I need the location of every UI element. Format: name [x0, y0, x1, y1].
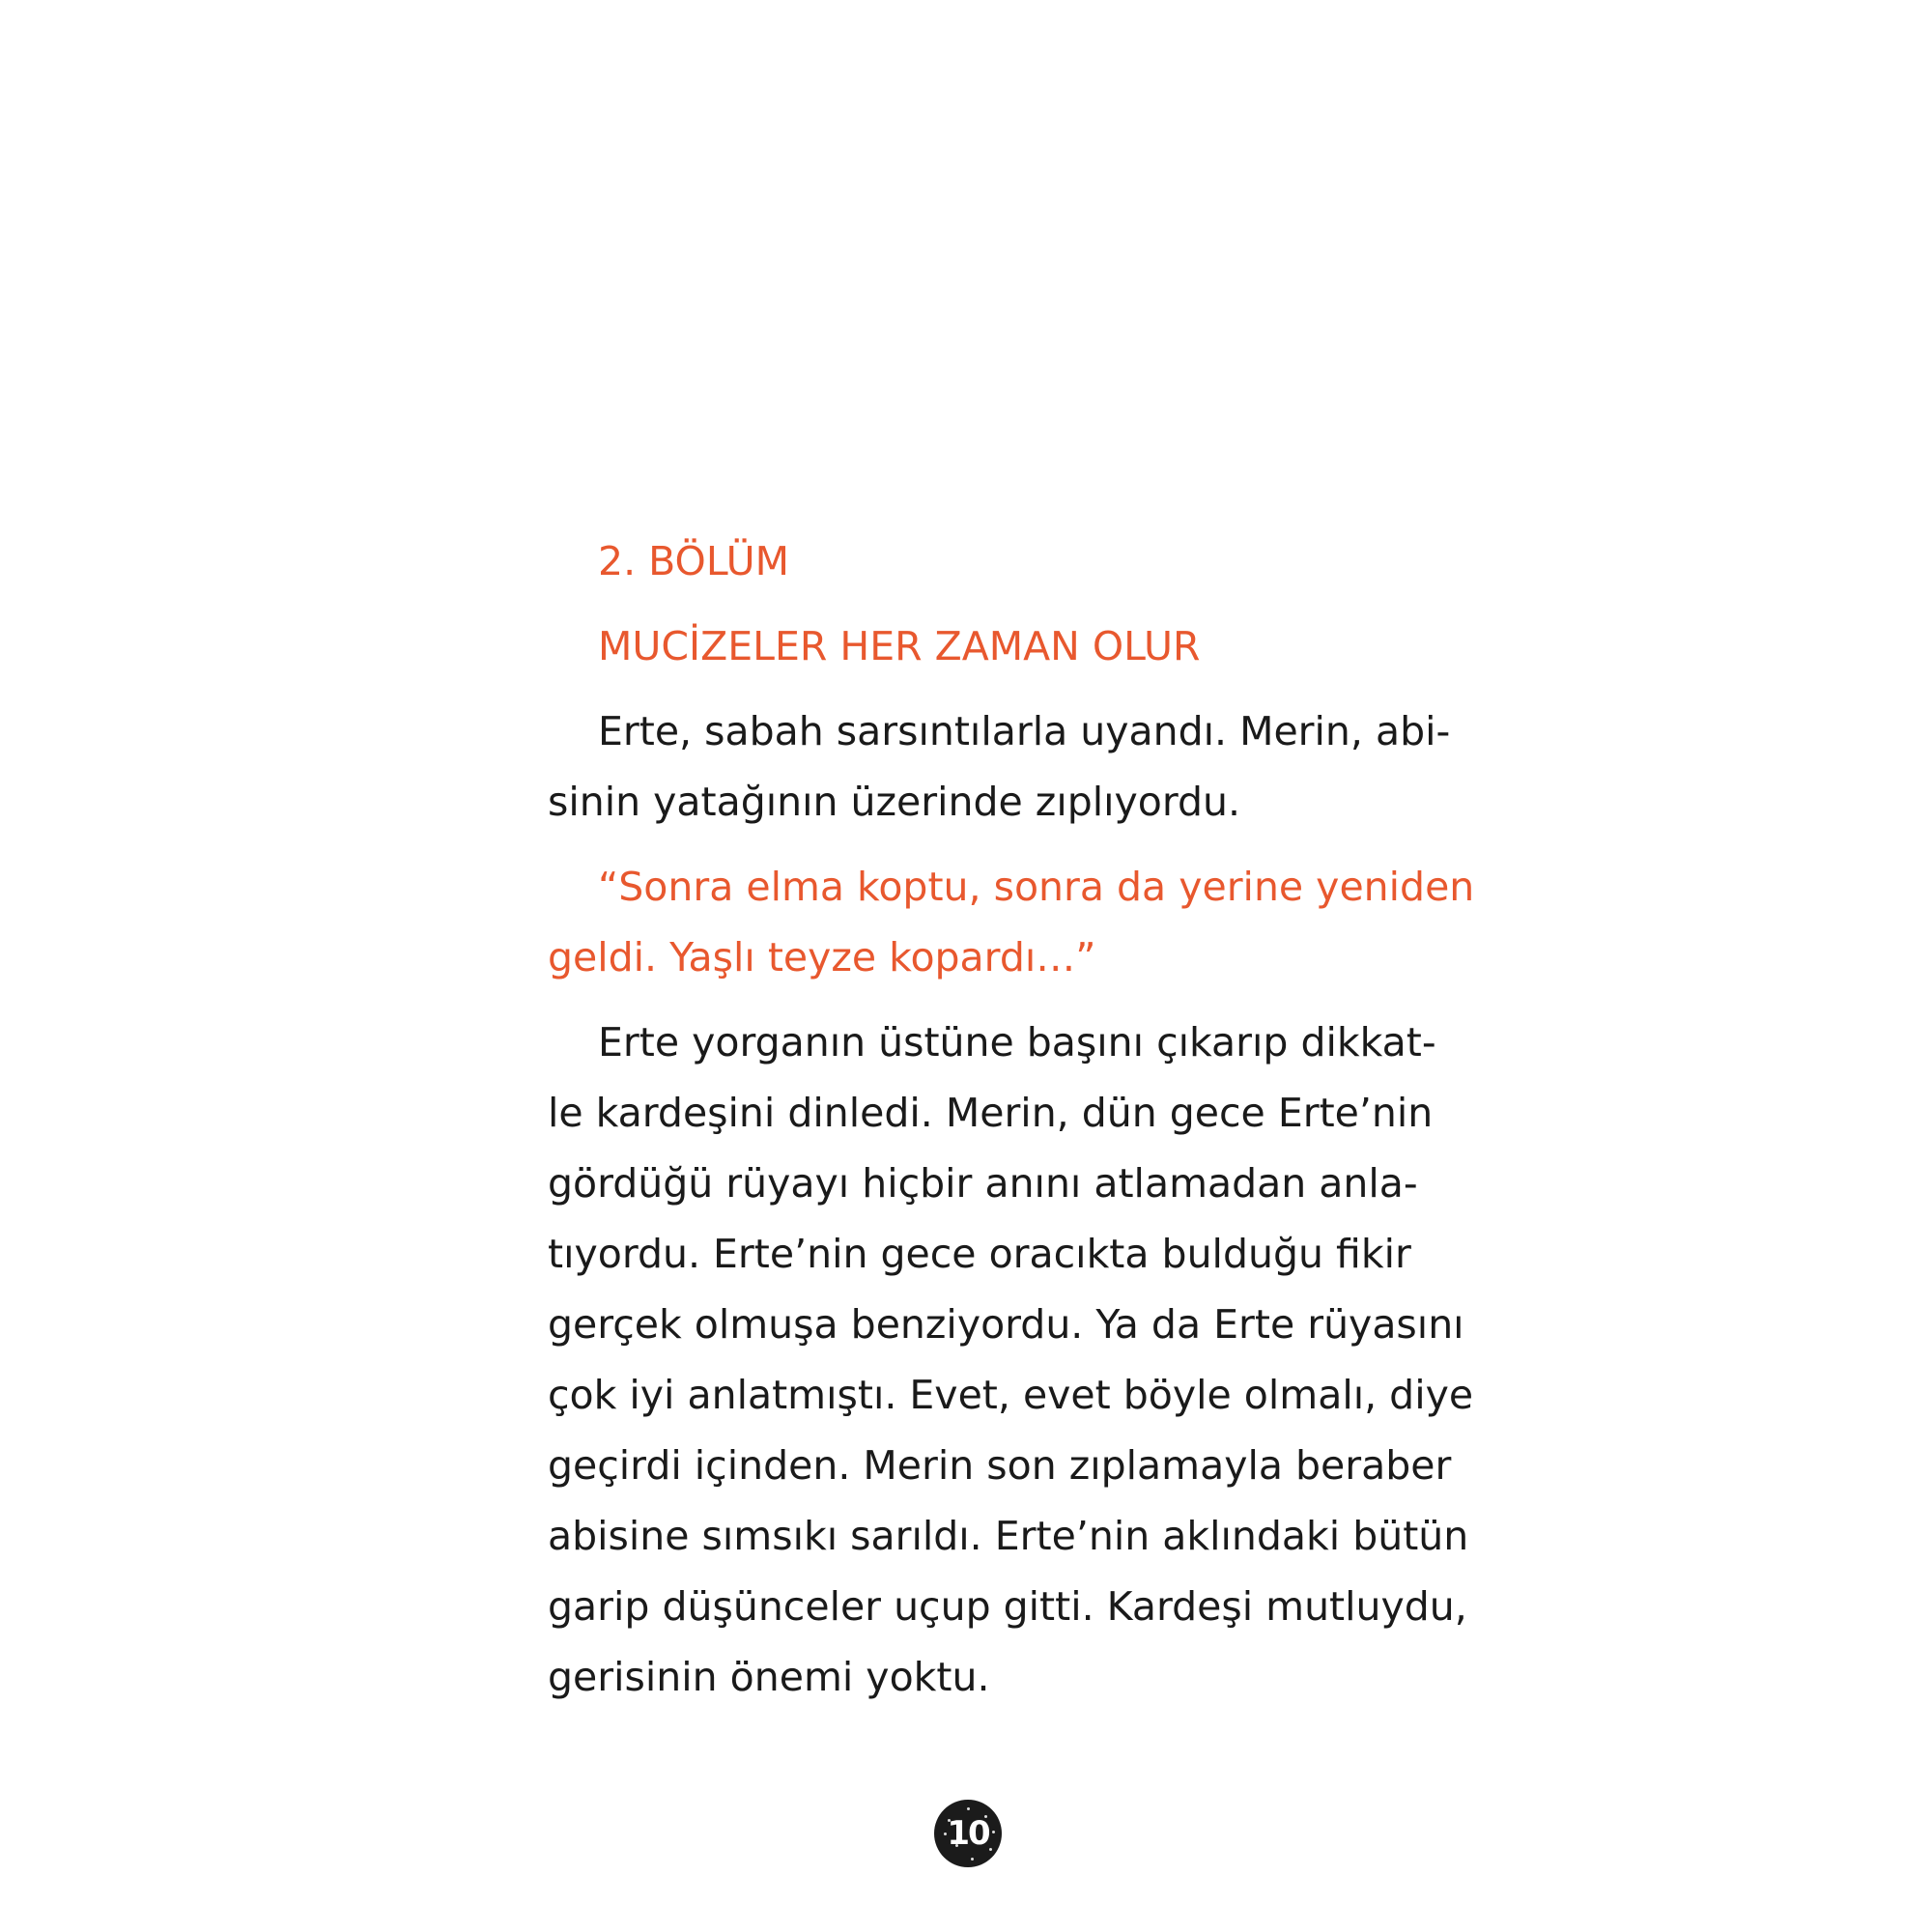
paragraph-line: tıyordu. Erte’nin gece oracıkta bulduğu fikir [548, 1231, 1411, 1277]
badge-dot [967, 1807, 970, 1810]
quote-line: geldi. Yaşlı teyze kopardı…” [548, 934, 1096, 980]
paragraph-1 [548, 696, 1451, 838]
paragraph-line: geçirdi içinden. Merin son zıplamayla beraber [548, 1442, 1452, 1489]
quote-paragraph [548, 852, 1475, 993]
badge-dot [971, 1858, 974, 1861]
spacer [548, 838, 1393, 852]
paragraph-line: abisine sımsıkı sarıldı. Erte’nin aklındaki bütün [548, 1513, 1469, 1559]
spacer [548, 682, 1393, 696]
chapter-number: 2. BÖLÜM [598, 538, 790, 584]
paragraph-line: gördüğü rüyayı hiçbir anını atlamadan anla- [548, 1160, 1418, 1207]
badge-dot [992, 1831, 995, 1833]
quote-line: “Sonra elma koptu, sonra da yerine yeniden [598, 864, 1475, 910]
chapter-title: MUCİZELER HER ZAMAN OLUR [598, 623, 1201, 669]
paragraph-2 [548, 1008, 1474, 1713]
page-number-badge [934, 1800, 1002, 1867]
paragraph-line: le kardeşini dinledi. Merin, dün gece Erte’nin [548, 1090, 1434, 1136]
text-block [548, 526, 1475, 1713]
paragraph-line: sinin yatağının üzerinde zıplıyordu. [548, 779, 1241, 825]
spacer [548, 597, 1393, 611]
spacer [548, 993, 1393, 1008]
paragraph-line: çok iyi anlatmıştı. Evet, evet böyle olmalı, diye [548, 1372, 1474, 1418]
paragraph-line: Erte yorganın üstüne başını çıkarıp dikkat- [598, 1019, 1436, 1065]
paragraph-line: gerisinin önemi yoktu. [548, 1654, 990, 1700]
page-number: 10 [947, 1814, 989, 1853]
badge-dot [989, 1848, 992, 1851]
paragraph-line: Erte, sabah sarsıntılarla uyandı. Merin, abi- [598, 708, 1451, 754]
paragraph-line: gerçek olmuşa benziyordu. Ya da Erte rüyasını [548, 1301, 1464, 1348]
paragraph-line: garip düşünceler uçup gitti. Kardeşi mutluydu, [548, 1583, 1467, 1630]
